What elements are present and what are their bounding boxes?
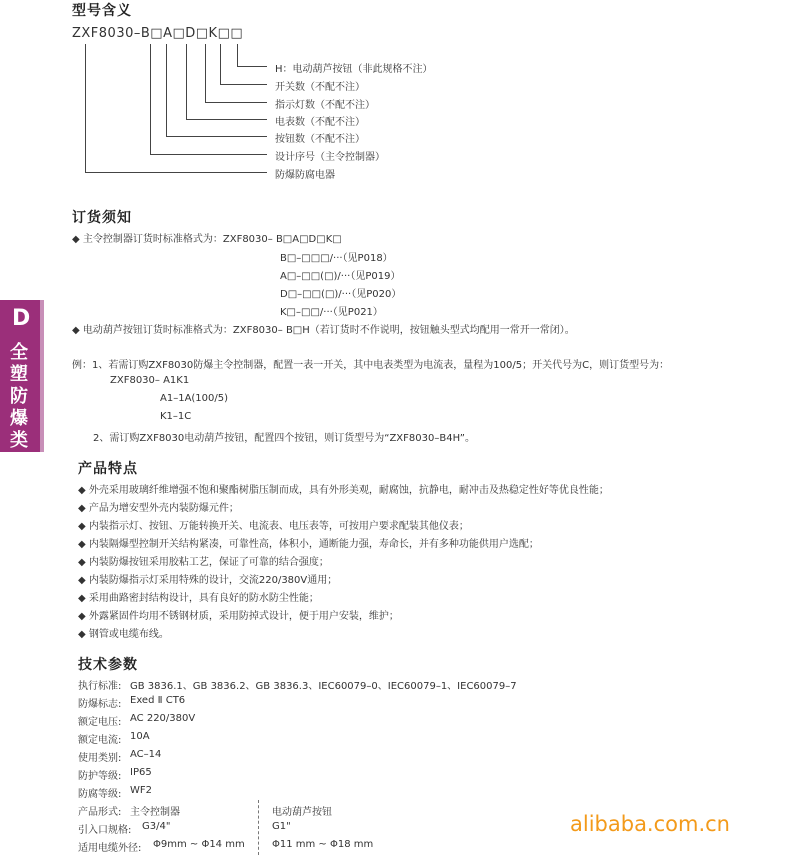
order-line: ◆ 主令控制器订货时标准格式为：ZXF8030– B□A□D□K□ xyxy=(72,234,342,245)
side-tab-char: 防 xyxy=(10,386,28,407)
feature-item: ◆ 内装防爆指示灯采用特殊的设计，交流220/380V通用； xyxy=(78,575,338,586)
tech-value: IP65 xyxy=(130,767,152,778)
tech-value-left: G3/4" xyxy=(142,821,171,832)
order-line: D□–□□(□)/···（见P020） xyxy=(280,289,402,300)
tech-value: WF2 xyxy=(130,785,153,796)
tech-label: 防腐等级: xyxy=(78,789,122,800)
tech-label: 引入口规格: xyxy=(78,825,132,836)
tech-value-left: Φ9mm ~ Φ14 mm xyxy=(153,839,245,850)
model-code: ZXF8030–B□A□D□K□□ xyxy=(72,26,244,41)
tech-label: 防爆标志: xyxy=(78,699,122,710)
feature-item: ◆ 外露紧固件均用不锈钢材质，采用防掉式设计，便于用户安装，维护； xyxy=(78,611,399,622)
tree-line xyxy=(205,44,206,102)
tech-label: 适用电缆外径: xyxy=(78,843,142,854)
tree-line xyxy=(205,102,267,103)
tree-line xyxy=(220,44,221,84)
tech-value-right: Φ11 mm ~ Φ18 mm xyxy=(272,839,374,850)
example-line: 例：1、若需订购ZXF8030防爆主令控制器，配置一表一开关，其中电表类型为电流表，量程为100/5；开关代号为C，则订货型号为： xyxy=(72,360,670,371)
side-category-tab xyxy=(0,300,40,452)
tech-value: AC 220/380V xyxy=(130,713,196,724)
order-line: A□–□□(□)/···（见P019） xyxy=(280,271,401,282)
tech-label: 产品形式: xyxy=(78,807,122,818)
model-label: 电表数（不配不注） xyxy=(275,117,365,128)
example-line: ZXF8030– A1K1 xyxy=(110,375,190,386)
side-tab-char: 全 xyxy=(10,342,28,363)
example-line: 2、需订购ZXF8030电动葫芦按钮，配置四个按钮，则订货型号为“ZXF8030–B4H”。 xyxy=(93,433,475,444)
order-line: K□–□□/···（见P021） xyxy=(280,307,383,318)
feature-item: ◆ 内装防爆按钮采用胶粘工艺，保证了可靠的结合强度； xyxy=(78,557,329,568)
tech-value-left: 主令控制器 xyxy=(130,807,180,818)
feature-item: ◆ 采用曲路密封结构设计，具有良好的防水防尘性能； xyxy=(78,593,319,604)
tree-line xyxy=(166,44,167,136)
example-line: K1–1C xyxy=(160,411,192,422)
order-section-title: 订货须知 xyxy=(72,210,132,226)
tree-line xyxy=(85,44,86,172)
example-line: A1–1A(100/5) xyxy=(160,393,229,404)
tech-value: 10A xyxy=(130,731,150,742)
tech-section-title: 技术参数 xyxy=(78,657,138,673)
tech-label: 防护等级: xyxy=(78,771,122,782)
tech-value-right: 电动葫芦按钮 xyxy=(272,807,332,818)
tree-line xyxy=(186,44,187,119)
model-section-title: 型号含义 xyxy=(72,3,132,19)
column-divider xyxy=(258,800,260,855)
order-line: ◆ 电动葫芦按钮订货时标准格式为：ZXF8030– B□H（若订货时不作说明，按钮触头型式均配用一常开一常闭）。 xyxy=(72,325,575,336)
tech-value: AC–14 xyxy=(130,749,162,760)
order-line: B□–□□□/···（见P018） xyxy=(280,253,393,264)
feature-item: ◆ 内装指示灯、按钮、万能转换开关、电流表、电压表等，可按用户要求配装其他仪表； xyxy=(78,521,469,532)
tech-label: 额定电流: xyxy=(78,735,122,746)
feature-item: ◆ 钢管或电缆布线。 xyxy=(78,629,169,640)
tree-line xyxy=(150,154,267,155)
model-label: H：电动葫芦按钮（非此规格不注） xyxy=(275,64,433,75)
tech-label: 额定电压: xyxy=(78,717,122,728)
tree-line xyxy=(237,66,267,67)
side-tab-accent xyxy=(40,300,44,452)
tech-value: GB 3836.1、GB 3836.2、GB 3836.3、IEC60079–0、IEC60079–1、IEC60079–7 xyxy=(130,681,517,692)
model-label: 按钮数（不配不注） xyxy=(275,134,365,145)
model-label: 设计序号（主令控制器） xyxy=(275,152,385,163)
tree-line xyxy=(220,84,267,85)
tree-line xyxy=(237,44,238,66)
tech-value: Exed Ⅱ CT6 xyxy=(130,695,186,706)
feature-item: ◆ 外壳采用玻璃纤维增强不饱和聚酯树脂压制而成，具有外形美观，耐腐蚀，抗静电，耐冲击及热稳定性好等优良性能； xyxy=(78,485,609,496)
watermark: alibaba.com.cn xyxy=(570,812,730,836)
feature-item: ◆ 产品为增安型外壳内装防爆元件； xyxy=(78,503,239,514)
side-tab-char: 类 xyxy=(10,430,28,451)
tree-line xyxy=(166,136,267,137)
tree-line xyxy=(186,119,267,120)
feature-item: ◆ 内装隔爆型控制开关结构紧凑，可靠性高，体积小，通断能力强，寿命长，并有多种功能供用户选配； xyxy=(78,539,539,550)
model-label: 防爆防腐电器 xyxy=(275,170,335,181)
side-tab-char: 爆 xyxy=(10,408,28,429)
side-tab-letter: D xyxy=(12,306,31,331)
tech-value-right: G1" xyxy=(272,821,291,832)
side-tab-char: 塑 xyxy=(10,364,28,385)
model-label: 指示灯数（不配不注） xyxy=(275,100,375,111)
tree-line xyxy=(85,172,267,173)
tree-line xyxy=(150,44,151,154)
tech-label: 执行标准: xyxy=(78,681,122,692)
model-label: 开关数（不配不注） xyxy=(275,82,365,93)
features-section-title: 产品特点 xyxy=(78,461,138,477)
tech-label: 使用类别: xyxy=(78,753,122,764)
